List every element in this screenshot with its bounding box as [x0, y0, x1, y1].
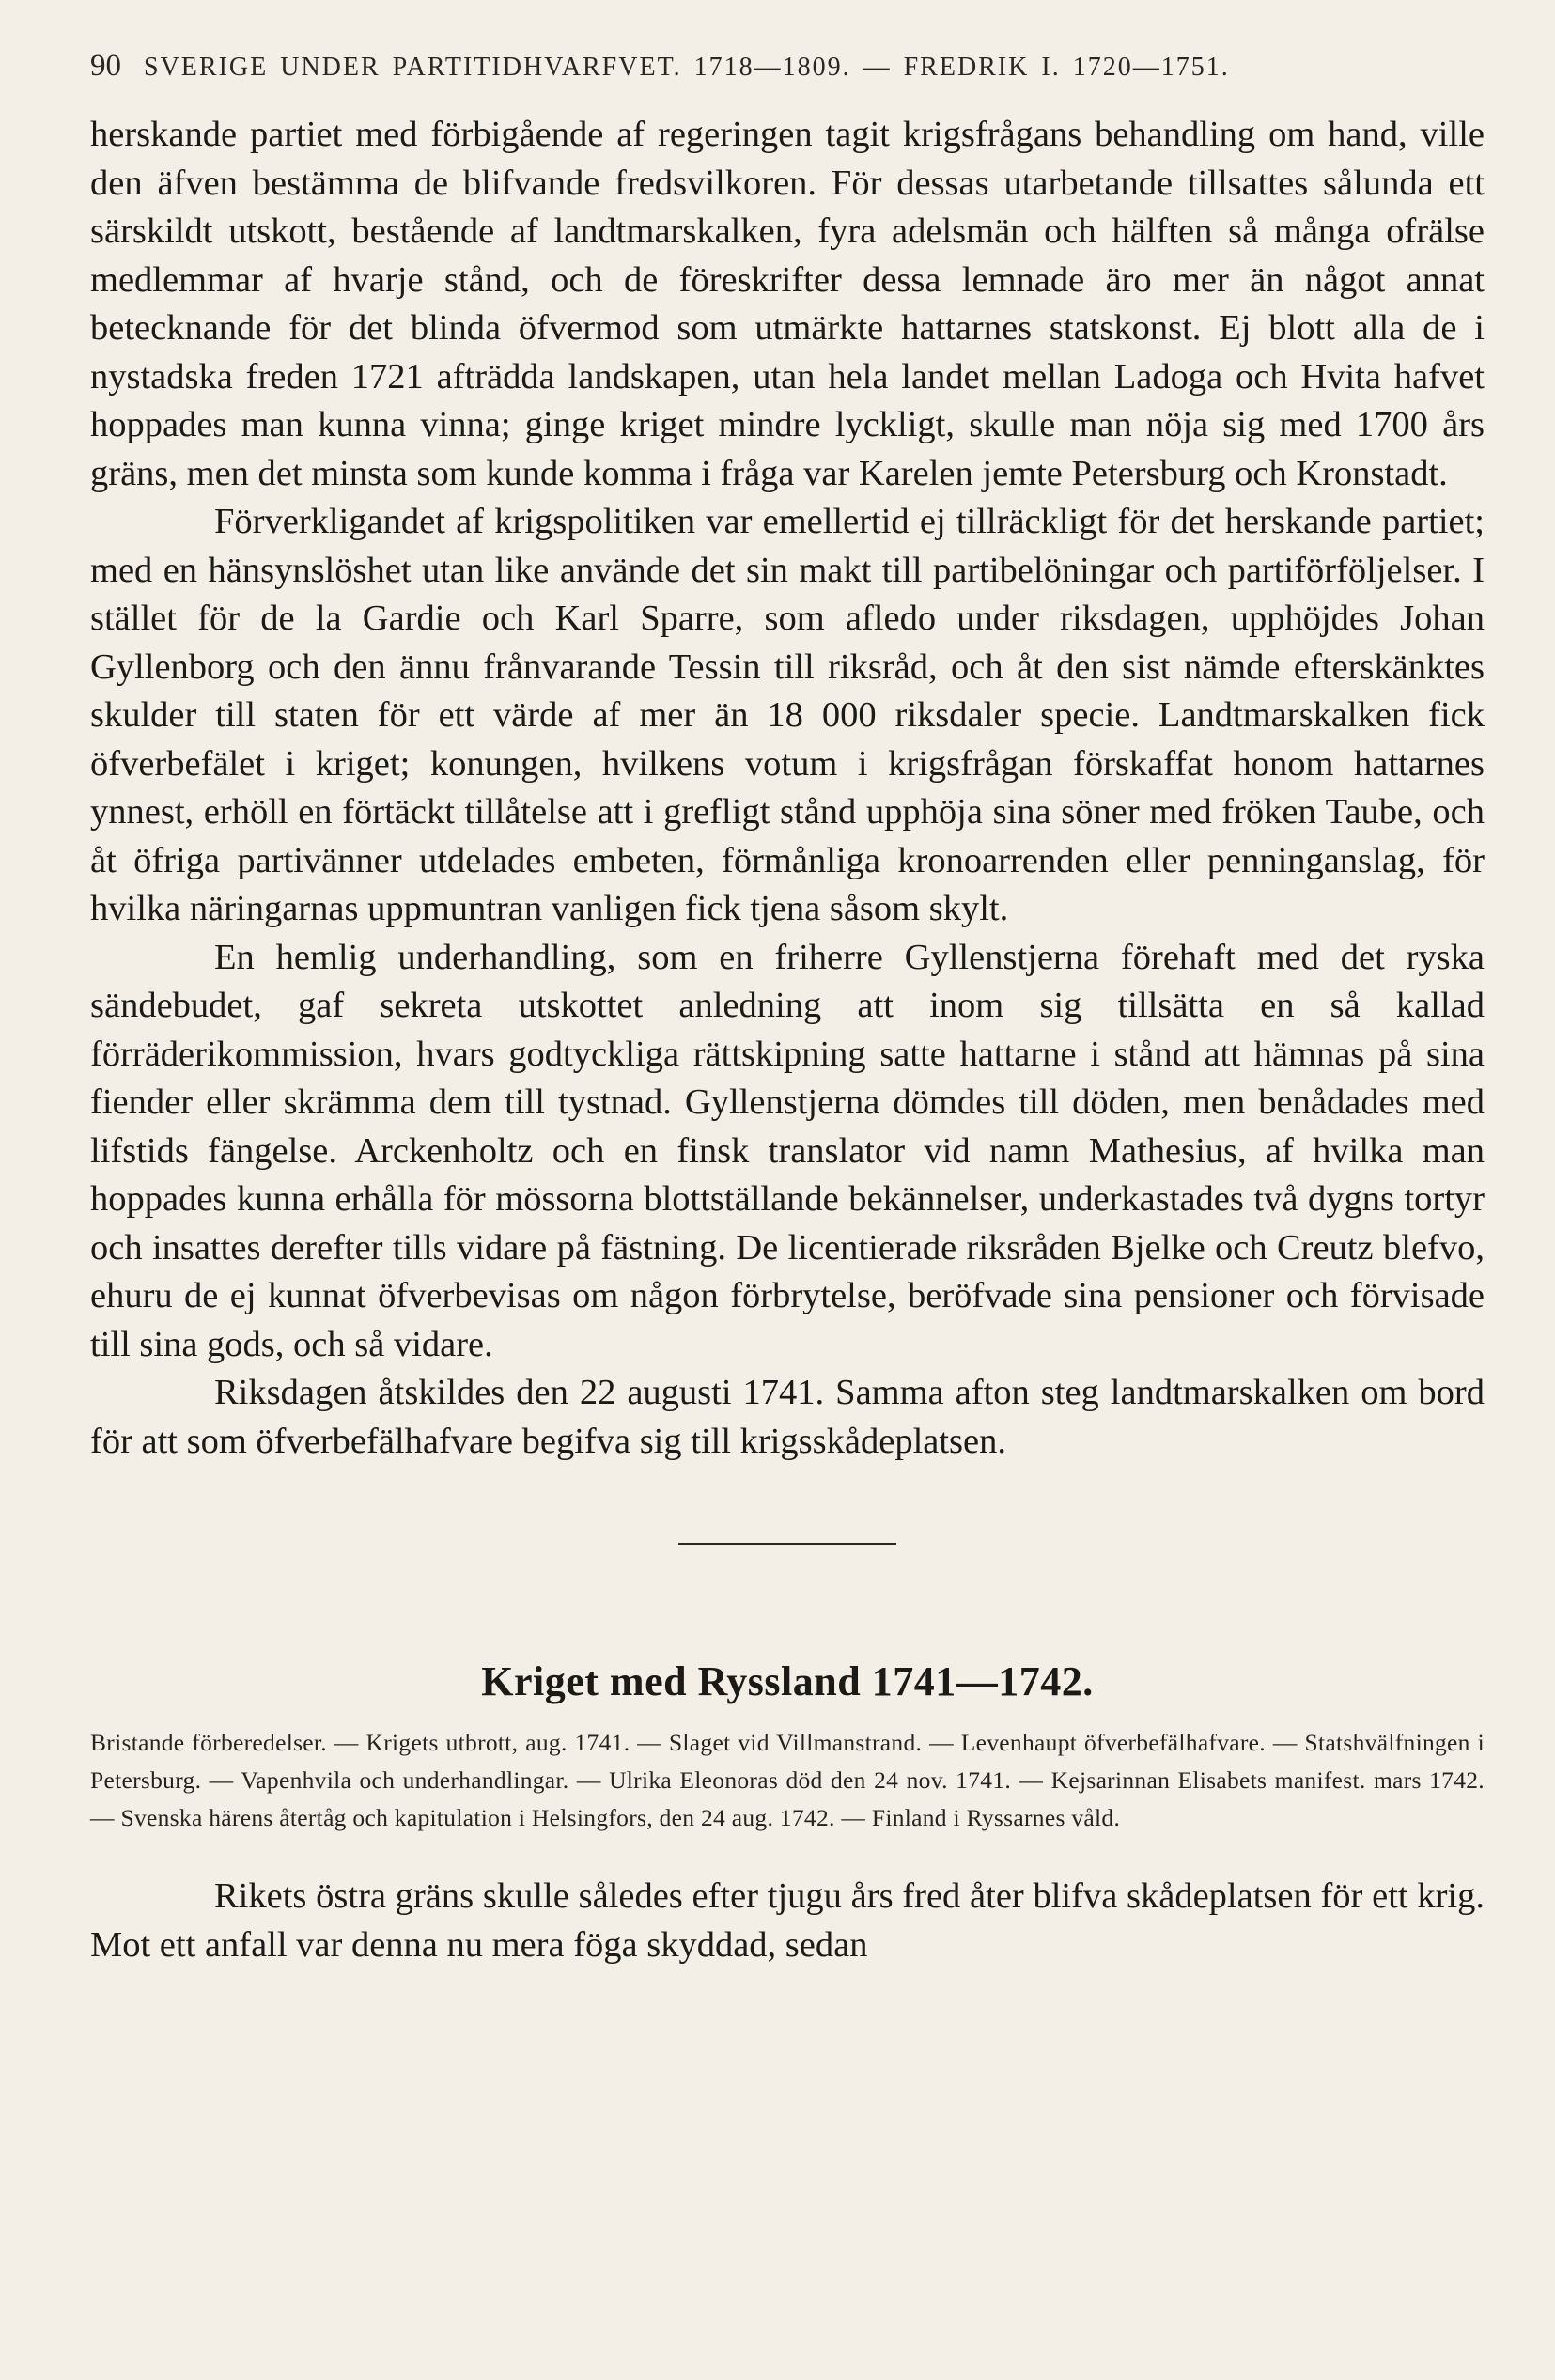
main-text: [90, 111, 1485, 1466]
running-title: SVERIGE UNDER PARTITIDHVARFVET. 1718—1809. — FREDRIK I. 1720—1751.: [144, 53, 1230, 82]
page-number: 90: [90, 49, 121, 83]
section-summary: Bristande förberedelser. — Krigets utbrott, aug. 1741. — Slaget vid Villmanstrand. — Levenhaupt öfverbefälhafvare. — Statshvälfningen i Petersburg. — Vapenhvila och underhandlingar. — Ulrika Eleonoras död den 24 nov. 1741. — Kejsarinnan Elisabets manifest. mars 1742. — Svenska härens återtåg och kapitulation i Helsingfors, den 24 aug. 1742. — Finland i Ryssarnes våld.: [90, 1729, 1485, 1831]
book-page: [90, 49, 1485, 1969]
paragraph-continued: herskande partiet med förbigående af regeringen tagit krigsfrågans behandling om hand, ville den äfven bestämma de blifvande fredsvilkoren. För dessas utarbetande tillsattes sålunda ett särskildt utskott, bestående af landtmarskalken, fyra adelsmän och hälften så många ofrälse medlemmar af hvarje stånd, och de föreskrifter dessa lemnade äro mer än något annat betecknande för det blinda öfvermod som utmärkte hattarnes statskonst. Ej blott alla de i nystadska freden 1721 afträdda landskapen, utan hela landet mellan Ladoga och Hvita hafvet hoppades man kunna vinna; ginge kriget mindre lyckligt, skulle man nöja sig med 1700 års gräns, men det minsta som kunde komma i fråga var Karelen jemte Petersburg och Kronstadt.: [90, 115, 1485, 493]
section-divider: [678, 1543, 896, 1545]
paragraph: Förverkligandet af krigspolitiken var emellertid ej tillräckligt för det herskande partiet; med en hänsynslöshet utan like använde det sin makt till partibelöningar och partiförföljelser. I stället för de la Gardie och Karl Sparre, som afledo under riksdagen, upphöjdes Johan Gyllenborg och den ännu frånvarande Tessin till riksråd, och åt den sist nämde efterskänktes skulder till staten för ett värde af mer än 18 000 riksdaler specie. Landtmarskalken fick öfverbefälet i kriget; konungen, hvilkens votum i krigsfrågan förskaffat honom hattarnes ynnest, erhöll en förtäckt tillåtelse att i grefligt stånd upphöja sina söner med fröken Taube, och åt öfriga partivänner utdelades embeten, förmånliga kronoarrenden eller penninganslag, för hvilka näringarnas uppmuntran vanligen fick tjena såsom skylt.: [90, 502, 1485, 928]
paragraph: En hemlig underhandling, som en friherre Gyllenstjerna förehaft med det ryska sändebudet, gaf sekreta utskottet anledning att inom sig tillsätta en så kallad förräderikommission, hvars godtyckliga rättskipning satte hattarne i stånd att hämnas på sina fiender eller skrämma dem till tystnad. Gyllenstjerna dömdes till döden, men benådades med lifstids fängelse. Arckenholtz och en finsk translator vid namn Mathesius, af hvilka man hoppades kunna erhålla för mössorna blottställande bekännelser, underkastades två dygns tortyr och insattes derefter tills vidare på fästning. De licentierade riksråden Bjelke och Creutz blefvo, ehuru de ej kunnat öfverbevisas om någon förbrytelse, beröfvade sina pensioner och förvisade till sina gods, och så vidare.: [90, 937, 1485, 1364]
paragraph: Rikets östra gräns skulle således efter tjugu års fred åter blifva skådeplatsen för ett krig. Mot ett anfall var denna nu mera föga skyddad, sedan: [90, 1876, 1485, 1965]
running-header: [90, 49, 1485, 92]
paragraph: Riksdagen åtskildes den 22 augusti 1741. Samma afton steg landtmarskalken om bord för att som öfverbefälhafvare begifva sig till krigsskådeplatsen.: [90, 1373, 1485, 1461]
section-text: [90, 1873, 1485, 1969]
section-heading: Kriget med Ryssland 1741—1742.: [481, 1658, 1094, 1704]
